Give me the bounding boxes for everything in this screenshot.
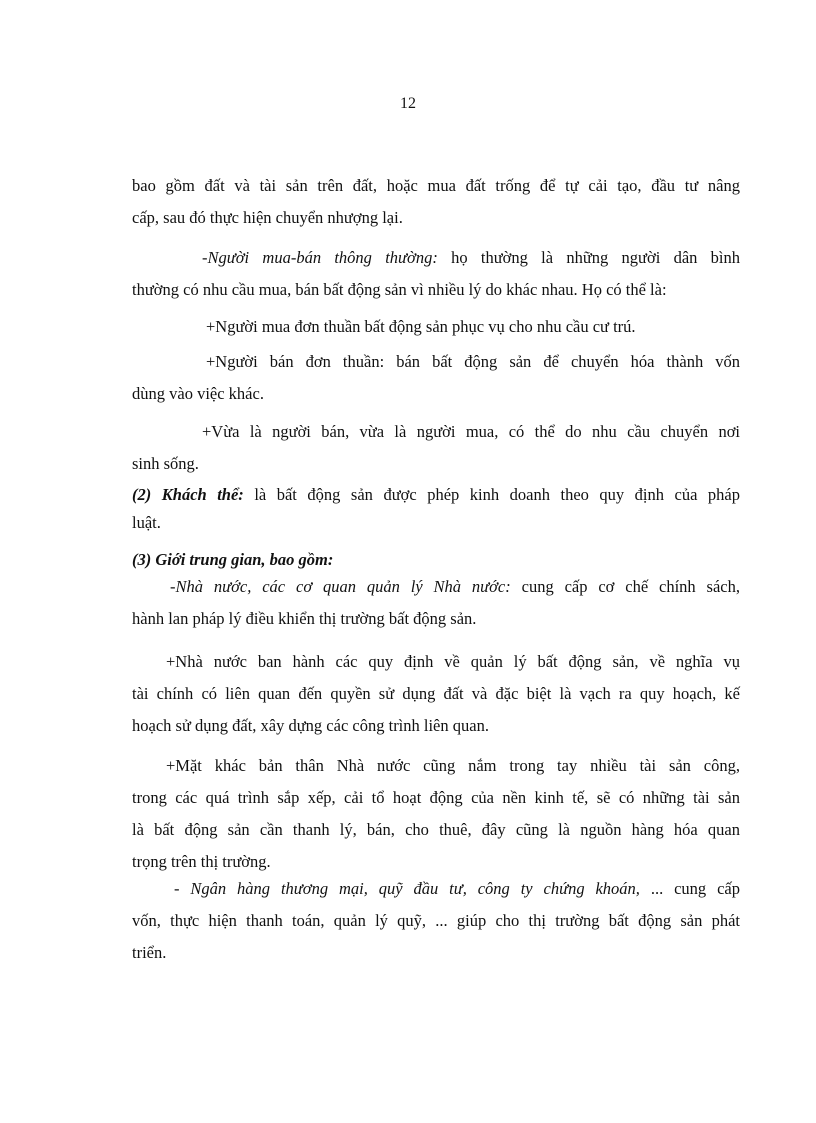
text-line: vốn, thực hiện thanh toán, quản lý quỹ, ... giúp cho thị trường bất động sản phát: [132, 911, 740, 930]
text-line: +Vừa là người bán, vừa là người mua, có thể do nhu cầu chuyển nơi: [202, 422, 740, 441]
text-line: là bất động sản cần thanh lý, bán, cho thuê, đây cũng là nguồn hàng hóa quan: [132, 820, 740, 839]
text-line: triển.: [132, 943, 167, 962]
paragraph-continuation: [132, 172, 740, 232]
paragraph-object: [132, 481, 740, 537]
text-line: [132, 481, 740, 509]
paragraph-state-assets: [132, 752, 740, 876]
text-line: hoạch sử dụng đất, xây dựng các công trình liên quan.: [132, 716, 489, 735]
text-line: thường có nhu cầu mua, bán bất động sản vì nhiều lý do khác nhau. Họ có thể là:: [132, 280, 667, 299]
text-line: hành lan pháp lý điều khiển thị trường bất động sản.: [132, 609, 477, 628]
text-line: +Người mua đơn thuần bất động sản phục vụ cho nhu cầu cư trú.: [206, 317, 636, 336]
text-line: +Người bán đơn thuần: bán bất động sản để chuyển hóa thành vốn: [206, 352, 740, 371]
italic-lead: -Nhà nước, các cơ quan quản lý Nhà nước:: [170, 577, 511, 596]
bold-italic-lead: (2) Khách thể:: [132, 485, 244, 504]
text-line: trong các quá trình sắp xếp, cải tổ hoạt động của nền kinh tế, sẽ có những tài sản: [132, 788, 740, 807]
text-line: bao gồm đất và tài sản trên đất, hoặc mua đất trống để tự cải tạo, đầu tư nâng: [132, 176, 740, 195]
paragraph-both: [132, 418, 740, 478]
text-line: trọng trên thị trường.: [132, 852, 271, 871]
heading-text: (3) Giới trung gian, bao gồm:: [132, 550, 334, 569]
text-line: +Mặt khác bản thân Nhà nước cũng nắm trong tay nhiều tài sản công,: [166, 756, 740, 775]
paragraph-buyer-residence: [132, 313, 740, 341]
page-number: 12: [400, 95, 416, 112]
text-run: cung cấp cơ chế chính sách,: [510, 577, 740, 596]
paragraph-buyers-sellers: [132, 244, 740, 304]
paragraph-banks: [132, 875, 740, 967]
text-run: là bất động sản được phép kinh doanh theo quy định của pháp: [243, 485, 741, 504]
text-line: [132, 875, 740, 903]
paragraph-seller: [132, 348, 740, 408]
text-line: tài chính có liên quan đến quyền sử dụng đất và đặc biệt là vạch ra quy hoạch, kế: [132, 684, 740, 703]
text-line: cấp, sau đó thực hiện chuyển nhượng lại.: [132, 208, 403, 227]
text-line: sinh sống.: [132, 454, 199, 473]
text-run: họ thường là những người dân bình: [437, 248, 740, 267]
text-line: dùng vào việc khác.: [132, 384, 264, 403]
italic-lead: - Ngân hàng thương mại, quỹ đầu tư, công ty chứng khoán,: [174, 879, 640, 898]
text-run: ... cung cấp: [639, 879, 740, 898]
text-line: [132, 573, 740, 601]
section-heading: [132, 546, 740, 574]
text-line: +Nhà nước ban hành các quy định về quản lý bất động sản, về nghĩa vụ: [166, 652, 740, 671]
paragraph-state-regulations: [132, 648, 740, 740]
text-line: luật.: [132, 513, 161, 532]
paragraph-state: [132, 573, 740, 633]
italic-lead: -Người mua-bán thông thường:: [202, 248, 438, 267]
text-line: [132, 244, 740, 272]
